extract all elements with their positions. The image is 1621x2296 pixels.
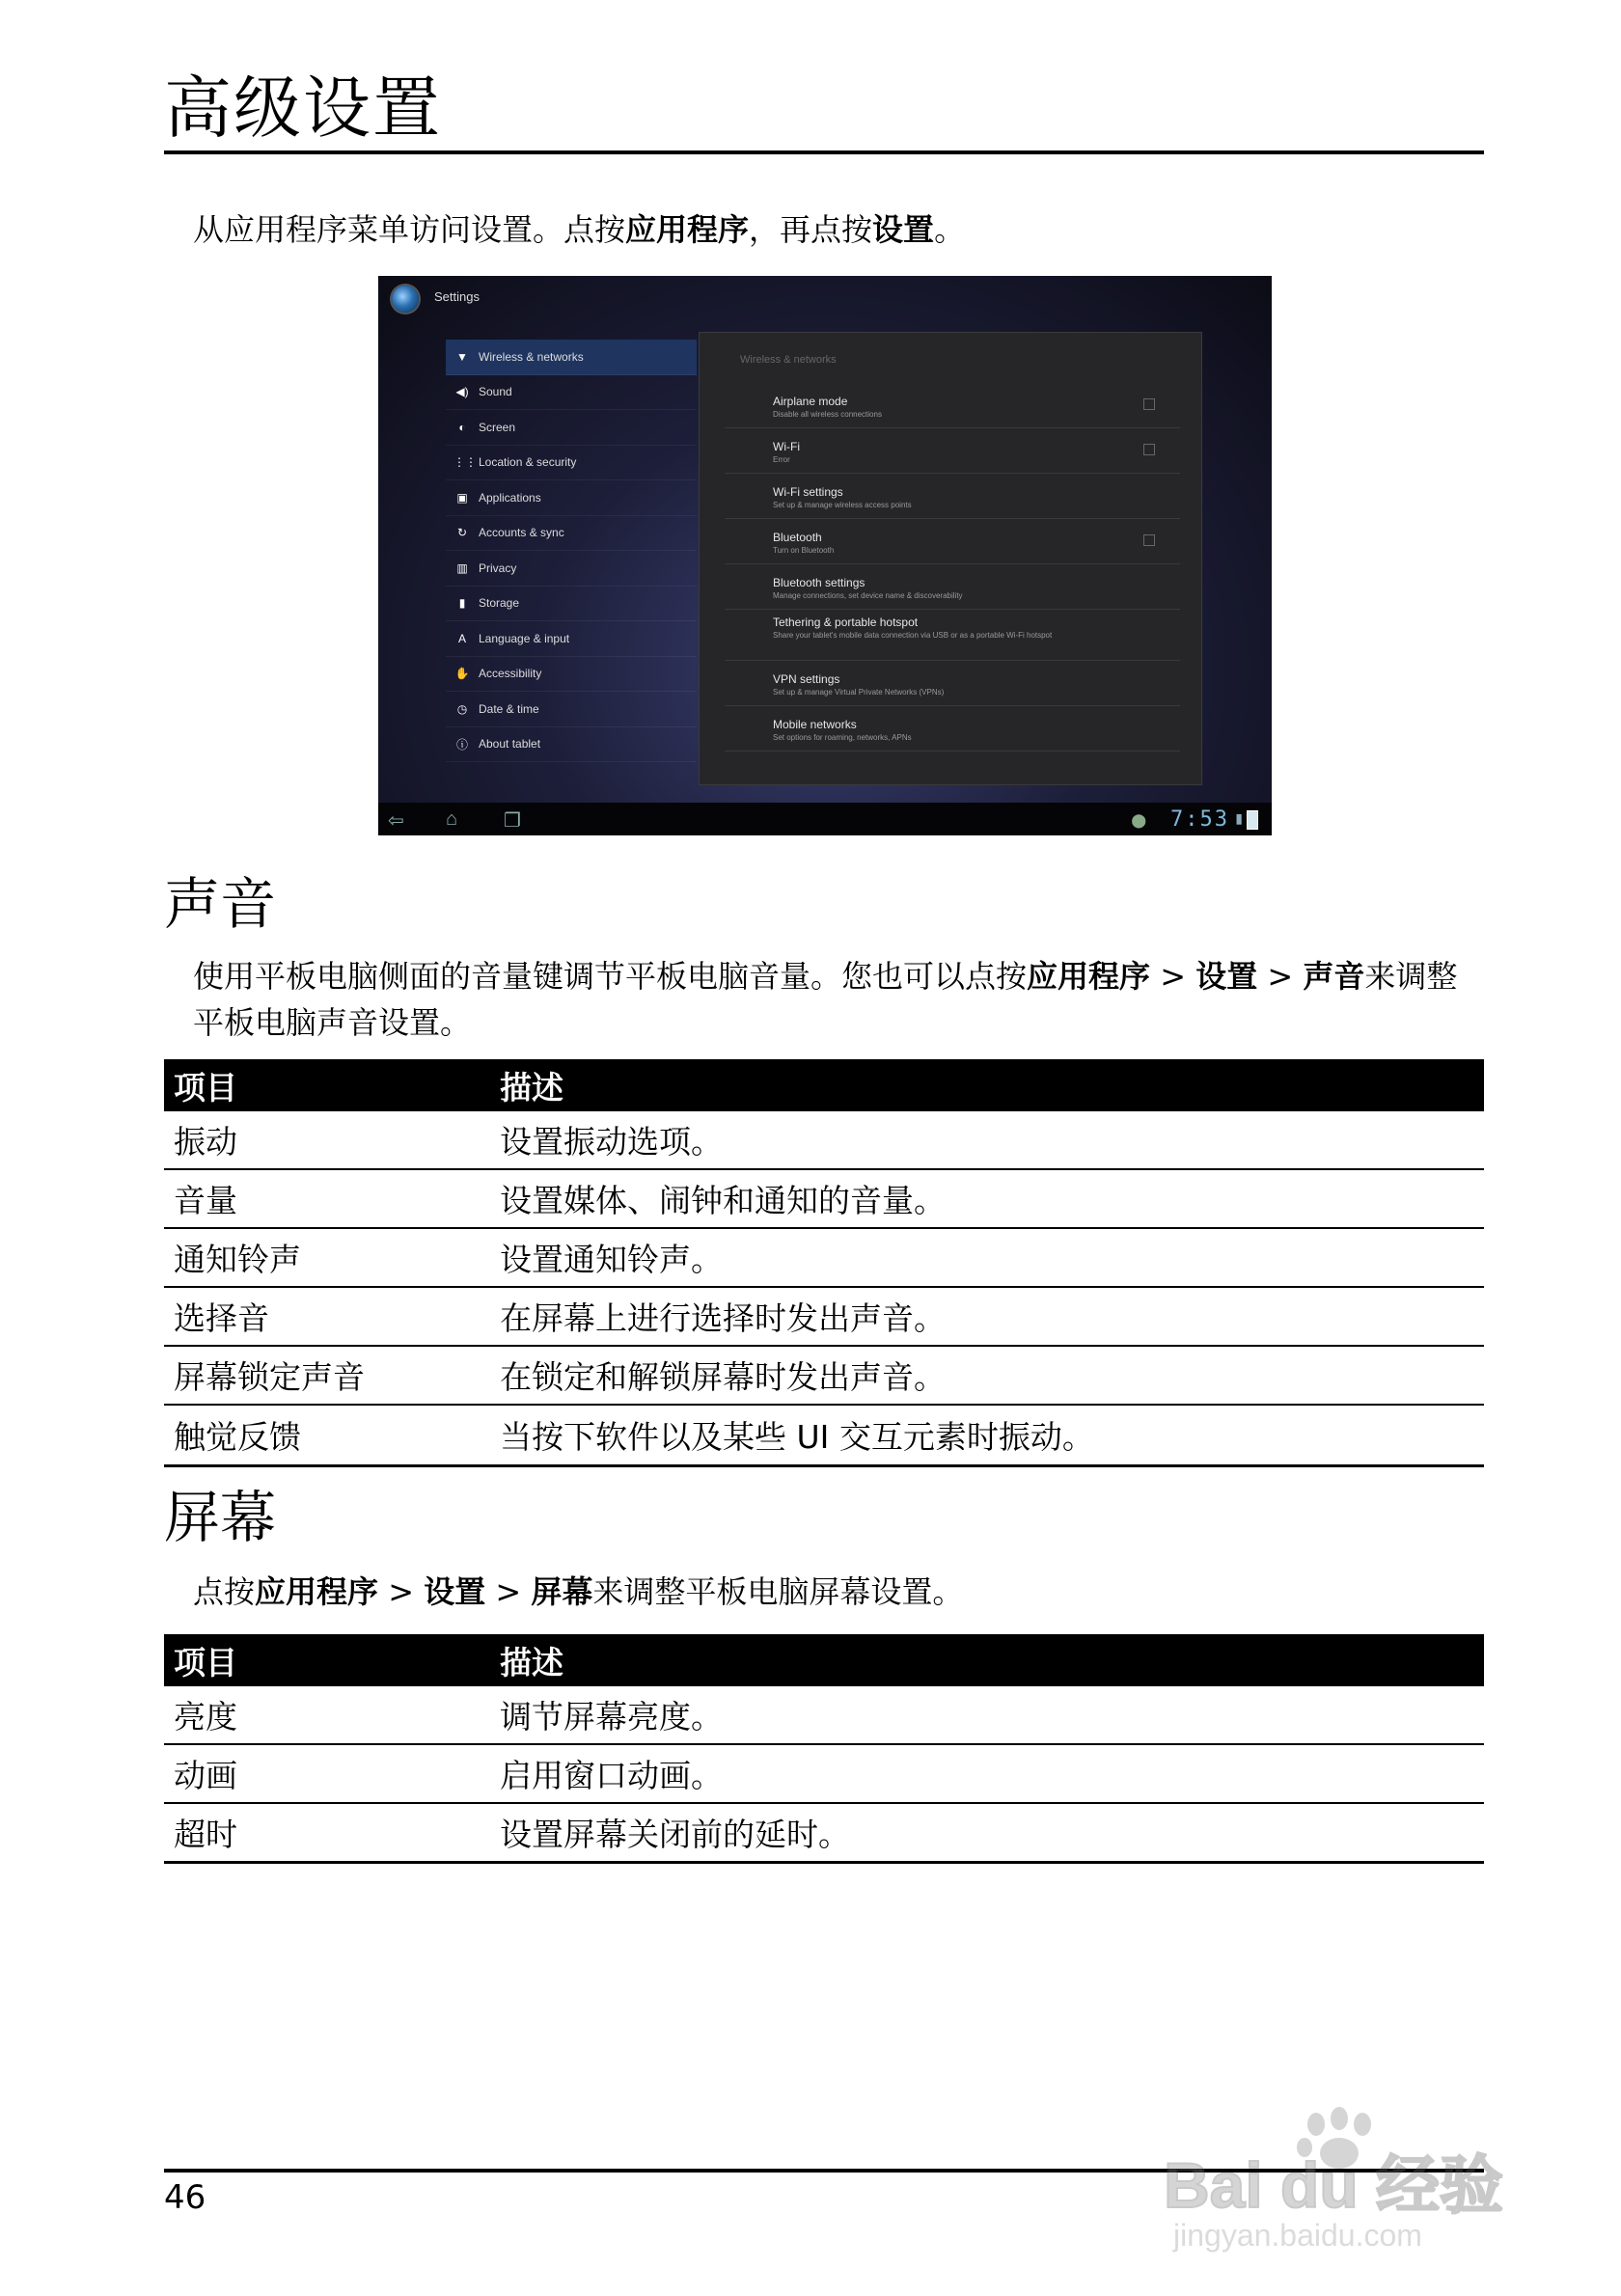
- setting-tethering[interactable]: Tethering & portable hotspot Share your tablet's mobile data connection via USB or as a portable Wi-Fi hotspot: [725, 610, 1180, 661]
- menu-item-location[interactable]: ⋮⋮ Location & security: [446, 446, 697, 481]
- screen-paragraph: 点按应用程序 > 设置 > 屏幕来调整平板电脑屏幕设置。: [193, 1573, 964, 1610]
- sound-heading: 声音: [164, 871, 277, 937]
- table-header: 项目 描述: [164, 1059, 1484, 1111]
- screen-heading: 屏幕: [164, 1485, 277, 1550]
- storage-icon: ▮: [458, 596, 466, 611]
- wifi-icon: ▼: [456, 349, 468, 364]
- watermark-url: jingyan.baidu.com: [1173, 2218, 1422, 2253]
- home-icon[interactable]: ⌂: [446, 808, 458, 830]
- airplane-checkbox[interactable]: [1143, 398, 1155, 410]
- table-row: 超时 设置屏幕关闭前的延时。: [164, 1804, 1484, 1864]
- setting-mobile-networks[interactable]: Mobile networks Set options for roaming, networks, APNs: [725, 706, 1180, 752]
- privacy-icon: ▥: [456, 560, 468, 575]
- table-row: 音量 设置媒体、闹钟和通知的音量。: [164, 1170, 1484, 1229]
- setting-airplane-mode[interactable]: Airplane mode Disable all wireless connections: [725, 383, 1180, 428]
- settings-detail-panel: [699, 332, 1202, 785]
- android-debug-icon: ⬤: [1131, 812, 1146, 828]
- page-number: 46: [164, 2178, 206, 2217]
- screen-table: [164, 1634, 1484, 1864]
- menu-item-date-time[interactable]: ◷ Date & time: [446, 692, 697, 727]
- settings-screenshot: [378, 276, 1272, 835]
- settings-app-icon: [392, 286, 419, 313]
- menu-item-sound[interactable]: ◀) Sound: [446, 375, 697, 411]
- menu-item-accessibility[interactable]: ✋ Accessibility: [446, 657, 697, 693]
- action-bar: [378, 276, 1272, 324]
- system-bar: [378, 803, 1272, 835]
- hand-icon: ✋: [454, 667, 470, 681]
- bluetooth-checkbox[interactable]: [1143, 534, 1155, 546]
- menu-item-language[interactable]: A Language & input: [446, 621, 697, 657]
- setting-wifi-settings[interactable]: Wi-Fi settings Set up & manage wireless access points: [725, 474, 1180, 519]
- menu-item-privacy[interactable]: ▥ Privacy: [446, 551, 697, 587]
- menu-item-wireless[interactable]: ▼ Wireless & networks: [446, 340, 697, 375]
- menu-item-screen[interactable]: ◐ Screen: [446, 410, 697, 446]
- table-row: 通知铃声 设置通知铃声。: [164, 1229, 1484, 1288]
- sync-icon: ↻: [456, 526, 468, 540]
- apps-icon: ▣: [456, 490, 468, 505]
- page-title: 高级设置: [164, 68, 442, 148]
- clock-icon: ◷: [456, 701, 468, 716]
- speaker-icon: ◀): [455, 385, 469, 399]
- back-icon[interactable]: ⇦: [388, 810, 404, 832]
- brightness-icon: ◐: [458, 420, 466, 434]
- grid-icon: ⋮⋮: [453, 455, 477, 470]
- title-rule: [164, 150, 1484, 154]
- baidu-watermark: [1154, 2099, 1559, 2254]
- intro-paragraph: 从应用程序菜单访问设置。点按应用程序，再点按设置。: [193, 211, 966, 248]
- signal-icon: ▮: [1235, 810, 1243, 826]
- setting-vpn[interactable]: VPN settings Set up & manage Virtual Private Networks (VPNs): [725, 661, 1180, 706]
- table-row: 屏幕锁定声音 在锁定和解锁屏幕时发出声音。: [164, 1347, 1484, 1406]
- table-row: 振动 设置振动选项。: [164, 1111, 1484, 1170]
- app-title: Settings: [434, 289, 480, 304]
- table-row: 亮度 调节屏幕亮度。: [164, 1686, 1484, 1745]
- watermark-brand: Bai du 经验: [1164, 2149, 1504, 2221]
- table-header: 项目 描述: [164, 1634, 1484, 1686]
- setting-bluetooth-settings[interactable]: Bluetooth settings Manage connections, set device name & discoverability: [725, 564, 1180, 610]
- wifi-checkbox[interactable]: [1143, 444, 1155, 455]
- setting-bluetooth[interactable]: Bluetooth Turn on Bluetooth: [725, 519, 1180, 564]
- recent-apps-icon[interactable]: ❐: [504, 810, 521, 832]
- sound-paragraph: 使用平板电脑侧面的音量键调节平板电脑音量。您也可以点按应用程序 > 设置 > 声音来调整平板电脑声音设置。: [193, 958, 1458, 1041]
- settings-menu: [446, 340, 697, 762]
- panel-header: Wireless & networks: [740, 354, 837, 366]
- info-icon: ⓘ: [455, 737, 468, 752]
- sound-table: [164, 1059, 1484, 1467]
- table-row: 触觉反馈 当按下软件以及某些 UI 交互元素时振动。: [164, 1406, 1484, 1467]
- menu-item-applications[interactable]: ▣ Applications: [446, 480, 697, 516]
- setting-wifi[interactable]: Wi-Fi Error: [725, 428, 1180, 474]
- menu-item-accounts[interactable]: ↻ Accounts & sync: [446, 516, 697, 552]
- table-row: 动画 启用窗口动画。: [164, 1745, 1484, 1804]
- table-row: 选择音 在屏幕上进行选择时发出声音。: [164, 1288, 1484, 1347]
- battery-icon: [1247, 810, 1258, 830]
- language-icon: A: [457, 631, 466, 645]
- menu-item-about[interactable]: ⓘ About tablet: [446, 727, 697, 763]
- clock: 7:53: [1170, 807, 1229, 832]
- menu-item-storage[interactable]: ▮ Storage: [446, 587, 697, 622]
